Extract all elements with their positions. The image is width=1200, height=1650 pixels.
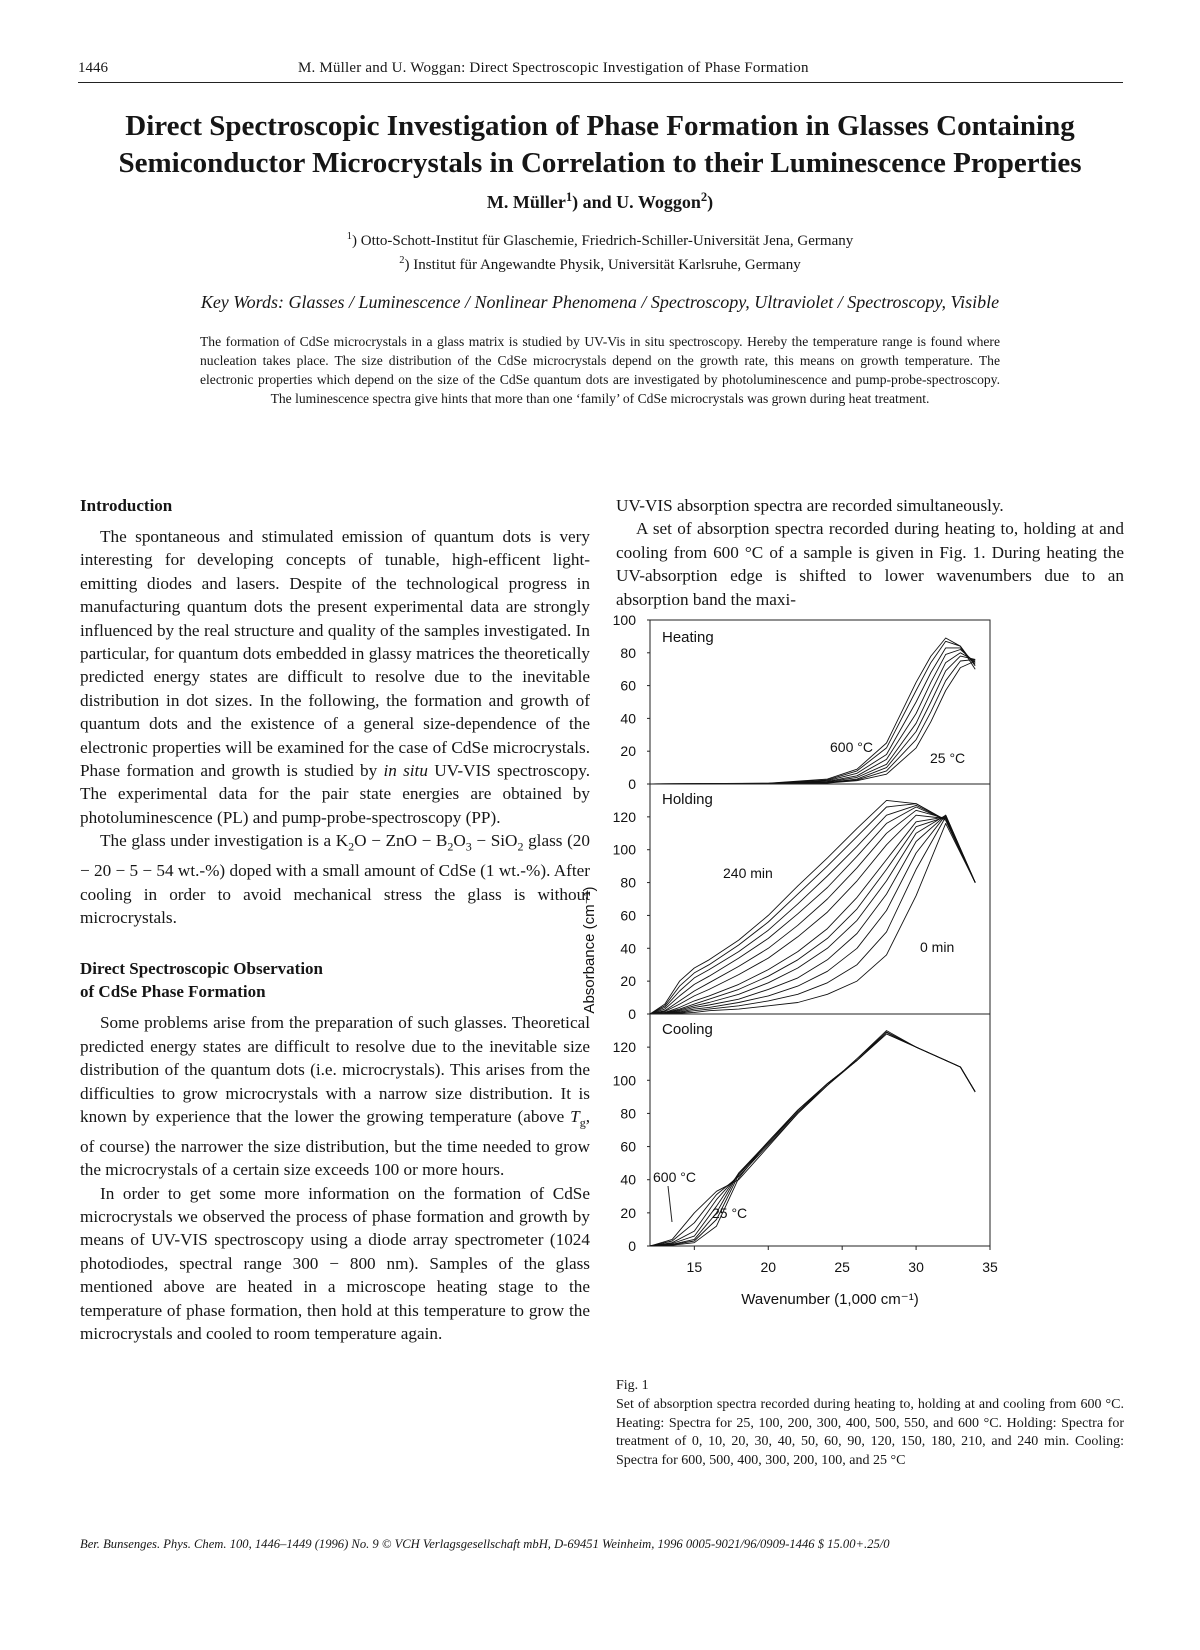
y-tick-label: 100 <box>612 1072 636 1089</box>
absorption-spectra-chart <box>581 612 1120 1380</box>
series-line-holding <box>650 815 975 1014</box>
y-tick-label: 100 <box>612 612 636 628</box>
y-tick-label: 20 <box>620 743 636 760</box>
x-tick-label: 30 <box>908 1259 924 1275</box>
series-line-holding <box>650 815 975 1014</box>
y-tick-label: 40 <box>620 710 636 727</box>
series-line-holding <box>650 807 975 1014</box>
x-tick-label: 35 <box>982 1259 998 1275</box>
series-line-cooling <box>650 1032 975 1246</box>
y-tick-label: 120 <box>612 808 636 825</box>
series-line-holding <box>650 805 975 1014</box>
right-paragraph-2: A set of absorption spectra recorded during heating to, holding at and cooling from 600 °C of a sample is given in Fig. 1. During heating the UV-absorption edge is shifted to lower wavenumbers due to an absorption band the maxi- <box>616 519 1124 609</box>
x-tick-label: 20 <box>760 1259 777 1275</box>
title-line-2: Semiconductor Microcrystals in Correlation to their Luminescence Properties <box>118 147 1082 179</box>
panel-title-heating: Heating <box>662 629 714 646</box>
y-tick-label: 0 <box>628 1238 636 1254</box>
section-heading-phase-formation: Direct Spectroscopic Observation of CdSe Phase Formation <box>80 959 323 1002</box>
annotation-25c-cooling: 25 °C <box>712 1205 748 1221</box>
author-2-mark: 2 <box>700 190 708 204</box>
right-column-text <box>616 494 1124 611</box>
y-tick-label: 40 <box>620 1171 636 1188</box>
y-tick-label: 80 <box>620 644 636 661</box>
series-line-heating <box>650 661 975 784</box>
running-header <box>78 60 1123 83</box>
series-line-cooling <box>650 1031 975 1246</box>
series-line-cooling <box>650 1032 975 1246</box>
series-line-holding <box>650 817 975 1014</box>
x-tick-label: 25 <box>834 1259 850 1275</box>
series-line-holding <box>650 804 975 1014</box>
author-1: M. Müller <box>486 192 566 212</box>
series-line-holding <box>650 817 975 1014</box>
affil-2-mark: 2 <box>399 255 405 266</box>
right-paragraph-1: UV-VIS absorption spectra are recorded simultaneously. <box>616 496 1004 515</box>
plot-frame <box>650 620 990 1246</box>
y-tick-label: 60 <box>620 907 636 924</box>
series-line-holding <box>650 815 975 1014</box>
figure-caption: Set of absorption spectra recorded during heating to, holding at and cooling from 600 °C. Heating: Spectra for 25, 100, 200, 300, 400, 500, 550, and 600 °C. Holding: Spectra for treatment of 0, 10, 20, 30, 40, 50, 60, 90, 120, 150, 180, 210, and 240 min. Cooling: Spectra for 600, 500, 400, 300, 200, 100, and 25 °C <box>616 1397 1124 1468</box>
series-line-heating <box>650 659 975 784</box>
y-tick-label: 0 <box>628 1006 636 1022</box>
author-line <box>60 190 1140 213</box>
annotation-600c: 600 °C <box>830 739 873 755</box>
series-line-heating <box>650 653 975 784</box>
annotation-arrow <box>668 1186 672 1222</box>
y-tick-label: 20 <box>620 973 636 990</box>
section-heading-introduction: Introduction <box>80 496 173 515</box>
affiliation-2: $^2$) Institut für Angewandte Physik, Universität Karlsruhe, Germany <box>399 255 801 273</box>
series-line-cooling <box>650 1032 975 1246</box>
series-line-holding <box>650 817 975 1014</box>
footer-citation: Ber. Bunsenges. Phys. Chem. 100, 1446–1449 (1996) No. 9 © VCH Verlagsgesellschaft mbH, D-69451 Weinheim, 1996 0005-9021/96/0909-1446 $ 15.00+.25/0 <box>80 1537 890 1551</box>
series-line-holding <box>650 810 975 1014</box>
affiliations <box>60 227 1140 275</box>
series-line-cooling <box>650 1034 975 1246</box>
series-line-cooling <box>650 1032 975 1246</box>
y-tick-label: 40 <box>620 940 636 957</box>
series-line-heating <box>650 650 975 785</box>
series-line-heating <box>650 648 975 784</box>
annotation-240min: 240 min <box>723 865 773 881</box>
title-line-1: Direct Spectroscopic Investigation of Phase Formation in Glasses Containing <box>125 110 1075 142</box>
figure-1 <box>581 612 1120 1380</box>
figure-label: Fig. 1 <box>616 1378 649 1393</box>
y-tick-label: 60 <box>620 1138 636 1155</box>
intro-paragraph-1: The spontaneous and stimulated emission of quantum dots is very interesting for developing concepts of tunable, high-efficent light-emitting diodes and lasers. Despite of the technological progress in manufacturing quantum dots the present experimental data are strongly influenced by the real structure and quality of the samples investigated. In particular, for quantum dots embedded in glassy matrices the theoretically predicted energy states are difficult to resolve due to the inevitable distribution in dot sizes. In the following, the formation and growth of quantum dots and the existence of a general size-dependence of the electronic properties will be examined for the case of CdSe microcrystals. Phase formation and growth is studied by in situ UV-VIS spectroscopy. The experimental data for the pair state energies are obtained by photoluminescence (PL) and pump-probe-spectroscopy (PP). <box>80 527 591 827</box>
left-column <box>80 494 590 1345</box>
author-1-mark: 1 <box>565 190 573 204</box>
series-line-cooling <box>650 1034 975 1246</box>
affil-1-mark: 1 <box>346 231 352 242</box>
series-line-heating <box>650 641 975 784</box>
y-tick-label: 100 <box>612 841 636 858</box>
abstract: The formation of CdSe microcrystals in a glass matrix is studied by UV-Vis in situ spectroscopy. Hereby the temperature range is found where nucleation takes place. The size distribution of the CdSe microcrystals depend on the growth rate, this means on growth temperature. The electronic properties which depend on the size of the CdSe quantum dots are investigated by photoluminescence and pump-probe-spectroscopy. The luminescence spectra give hints that more than one ‘family’ of CdSe microcrystals was grown during heat treatment. <box>200 334 1000 406</box>
author-join: ) and U. Woggon <box>572 192 701 212</box>
affiliation-1: $^1$) Otto-Schott-Institut für Glaschemie, Friedrich-Schiller-Universität Jena, Germany <box>346 231 854 249</box>
y-axis-title: Absorbance (cm⁻¹) <box>581 886 598 1014</box>
x-tick-label: 15 <box>686 1259 703 1275</box>
page-number: 1446 <box>78 60 108 76</box>
author-close: ) <box>707 192 714 212</box>
annotation-600c-cooling: 600 °C <box>653 1169 696 1185</box>
keywords: Key Words: Glasses / Luminescence / Nonlinear Phenomena / Spectroscopy, Ultraviolet / Spectroscopy, Visible <box>200 292 1000 312</box>
section2-paragraph-1: Some problems arise from the preparation of such glasses. Theoretical predicted energy states are difficult to resolve due to the inevitable size distribution of the quantum dots (i.e. microcrystals). This arises from the difficulties to grow microcrystals with a narrow size distribution. It is known by experience that the lower the growing temperature (above $T_g$, of course) the narrower the size distribution, but the time needed to grow the microcrystals of a certain size exceeds 100 or more hours. <box>80 1013 590 1180</box>
panel-title-cooling: Cooling <box>662 1021 713 1038</box>
x-axis-title: Wavenumber (1,000 cm⁻¹) <box>741 1291 919 1308</box>
panel-title-holding: Holding <box>662 791 713 808</box>
annotation-25c: 25 °C <box>930 750 966 766</box>
y-tick-label: 0 <box>628 776 636 792</box>
y-tick-label: 80 <box>620 1105 636 1122</box>
y-tick-label: 120 <box>612 1039 636 1056</box>
series-line-holding <box>650 815 975 1014</box>
y-tick-label: 80 <box>620 874 636 891</box>
y-tick-label: 60 <box>620 677 636 694</box>
intro-paragraph-2: The glass under investigation is a $K_2O$ − ZnO − $B_2O_3 - SiO_2$ glass (20 − 20 − 5 − 54 wt.-%) doped with a small amount of CdSe (1 wt.-%). After cooling in order to avoid mechanical stress the glass is without microcrystals. <box>80 831 590 927</box>
annotation-0min: 0 min <box>920 939 955 955</box>
article-title <box>60 108 1140 182</box>
y-tick-label: 20 <box>620 1204 636 1221</box>
running-title: M. Müller and U. Woggan: Direct Spectroscopic Investigation of Phase Formation <box>298 60 809 76</box>
section2-paragraph-2: In order to get some more information on the formation of CdSe microcrystals we observed the process of phase formation and growth by means of UV-VIS spectroscopy using a diode array spectrometer (1024 photodiodes, spectral range 300 − 800 nm). Samples of the glass mentioned above are heated in a microscope heating stage to the temperature of phase formation, then hold at this temperature to grow the microcrystals and cooled to room temperature again. <box>80 1183 590 1344</box>
